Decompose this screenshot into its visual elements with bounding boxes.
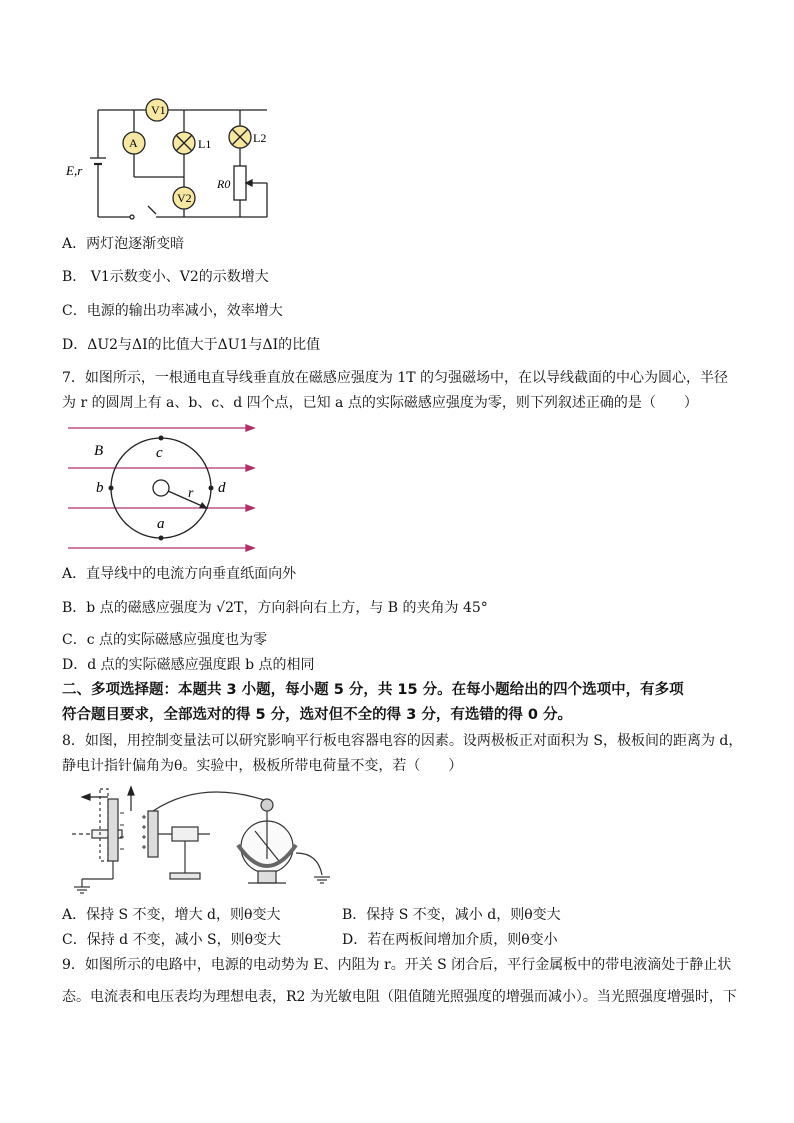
q7-stem-line1: 7．如图所示，一根通电直导线垂直放在磁感应强度为 1T 的匀强磁场中，在以导线截面的中心为圆心，半径: [62, 370, 729, 386]
r0-label: R0: [217, 177, 231, 191]
emf-label: E,r: [66, 163, 83, 178]
section2-heading-line1: 二、多项选择题：本题共 3 小题，每小题 5 分，共 15 分。在每小题给出的四个选项中，有多项: [62, 682, 684, 698]
q9-stem-line1: 9．如图所示的电路中，电源的电动势为 E、内阻为 r。开关 S 闭合后，平行金属板中的带电液滴处于静止状: [62, 957, 732, 973]
q7-stem-line2: 为 r 的圆周上有 a、b、c、d 四个点，已知 a 点的实际磁感应强度为零，则下列叙述正确的是（ ）: [62, 395, 698, 411]
point-b-label: b: [96, 480, 104, 496]
circuit-diagram: [62, 92, 282, 224]
q6-option-a: A．两灯泡逐渐变暗: [62, 236, 185, 252]
v2-label: V2: [177, 191, 192, 205]
l1-label: L1: [198, 137, 212, 151]
q7-option-c: C．c 点的实际磁感应强度也为零: [62, 632, 268, 648]
q6-option-b: B． V1示数变小、V2的示数增大: [62, 269, 269, 285]
q8-option-c: C．保持 d 不变，减小 S，则θ变大: [62, 932, 282, 948]
point-a-label: a: [157, 516, 165, 532]
point-d-label: d: [218, 480, 226, 496]
section2-heading-line2: 符合题目要求，全部选对的得 5 分，选对但不全的得 3 分，有选错的得 0 分。: [62, 707, 573, 723]
capacitor-electroscope-diagram: [62, 783, 362, 895]
ammeter-label: A: [129, 136, 138, 150]
point-c-label: c: [156, 445, 163, 461]
b-field-label: B: [94, 443, 104, 459]
q7-option-a: A．直导线中的电流方向垂直纸面向外: [62, 566, 297, 582]
v1-label: V1: [151, 103, 166, 117]
q7-option-b: B．b 点的磁感应强度为 √2T，方向斜向右上方，与 B 的夹角为 45°: [62, 600, 488, 616]
l2-label: L2: [253, 131, 267, 145]
q6-option-c: C．电源的输出功率减小，效率增大: [62, 303, 283, 319]
magnetic-field-diagram: [62, 420, 262, 560]
q8-stem-line1: 8．如图，用控制变量法可以研究影响平行板电容器电容的因素。设两极板正对面积为 S，极板间的距离为 d，: [62, 733, 743, 749]
q6-option-d: D．ΔU2与ΔI的比值大于ΔU1与ΔI的比值: [62, 337, 321, 353]
radius-label: r: [188, 486, 194, 501]
q7-option-d: D．d 点的实际磁感应强度跟 b 点的相同: [62, 657, 315, 673]
q8-option-a: A．保持 S 不变，增大 d，则θ变大: [62, 907, 281, 923]
q8-stem-line2: 静电计指针偏角为θ。实验中，极板所带电荷量不变，若（ ）: [62, 758, 463, 774]
q8-option-b: B．保持 S 不变，减小 d，则θ变大: [342, 907, 561, 923]
q8-option-d: D．若在两板间增加介质，则θ变小: [342, 932, 558, 948]
q9-stem-line2: 态。电流表和电压表均为理想电表，R2 为光敏电阻（阻值随光照强度的增强而减小）。当光照强度增强时，下: [62, 989, 737, 1005]
